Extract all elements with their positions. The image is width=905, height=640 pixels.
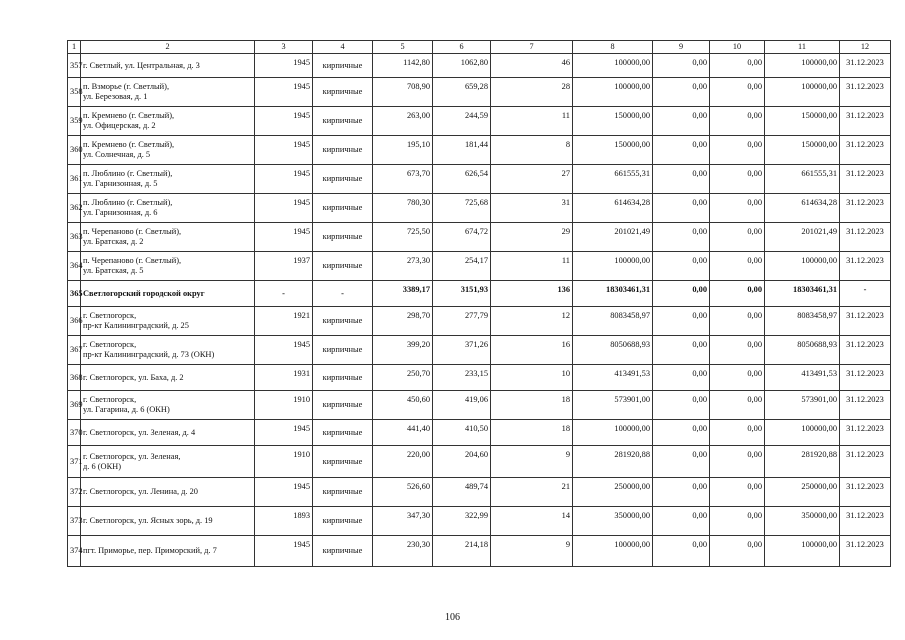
value-cell-a5: 450,60 (373, 391, 433, 420)
value-cell-a10: 0,00 (710, 281, 765, 307)
value-cell-a10: 0,00 (710, 446, 765, 478)
material-cell: кирпичные (313, 420, 373, 446)
value-cell-a7: 29 (491, 223, 573, 252)
material-cell: кирпичные (313, 307, 373, 336)
address-cell (81, 281, 255, 307)
table-row (68, 107, 891, 136)
row-number-cell: 367 (68, 336, 81, 365)
year-cell: 1921 (255, 307, 313, 336)
row-number-cell: 364 (68, 252, 81, 281)
date-cell: 31.12.2023 (840, 307, 891, 336)
value-cell-a8: 201021,49 (573, 223, 653, 252)
value-cell-a8: 100000,00 (573, 420, 653, 446)
value-cell-a8: 661555,31 (573, 165, 653, 194)
value-cell-a5: 673,70 (373, 165, 433, 194)
value-cell-a5: 298,70 (373, 307, 433, 336)
value-cell-a8: 573901,00 (573, 391, 653, 420)
material-cell: кирпичные (313, 507, 373, 536)
table-row (68, 507, 891, 536)
column-header: 9 (653, 41, 710, 54)
date-cell: 31.12.2023 (840, 78, 891, 107)
row-number-cell: 372 (68, 478, 81, 507)
value-cell-a5: 230,30 (373, 536, 433, 567)
value-cell-a11: 250000,00 (765, 478, 840, 507)
row-number-cell: 366 (68, 307, 81, 336)
address-line: п. Кремнево (г. Светлый), (83, 140, 175, 150)
column-header: 12 (840, 41, 891, 54)
value-cell-a6: 181,44 (433, 136, 491, 165)
year-cell: 1945 (255, 107, 313, 136)
value-cell-a6: 214,18 (433, 536, 491, 567)
header-row (68, 41, 891, 54)
address-cell (81, 307, 255, 336)
date-cell: 31.12.2023 (840, 223, 891, 252)
address-line: г. Светлогорск, (83, 395, 137, 405)
table-row (68, 420, 891, 446)
address-line: ул. Березовая, д. 1 (83, 92, 148, 101)
material-cell: кирпичные (313, 136, 373, 165)
value-cell-a7: 8 (491, 136, 573, 165)
year-cell: 1931 (255, 365, 313, 391)
value-cell-a6: 371,26 (433, 336, 491, 365)
value-cell-a5: 263,00 (373, 107, 433, 136)
address-cell (81, 252, 255, 281)
address-cell (81, 165, 255, 194)
value-cell-a6: 233,15 (433, 365, 491, 391)
value-cell-a10: 0,00 (710, 107, 765, 136)
value-cell-a7: 28 (491, 78, 573, 107)
value-cell-a6: 1062,80 (433, 54, 491, 78)
value-cell-a8: 18303461,31 (573, 281, 653, 307)
date-cell: 31.12.2023 (840, 478, 891, 507)
value-cell-a11: 281920,88 (765, 446, 840, 478)
row-number-cell: 374 (68, 536, 81, 567)
column-header: 1 (68, 41, 81, 54)
address-line: ул. Офицерская, д. 2 (83, 121, 156, 130)
value-cell-a9: 0,00 (653, 165, 710, 194)
value-cell-a5: 273,30 (373, 252, 433, 281)
row-number-cell: 358 (68, 78, 81, 107)
material-cell: кирпичные (313, 194, 373, 223)
column-header: 4 (313, 41, 373, 54)
address-line: ул. Гагарина, д. 6 (ОКН) (83, 405, 170, 414)
address-cell (81, 223, 255, 252)
address-line: пр-кт Калининградский, д. 73 (ОКН) (83, 350, 215, 359)
value-cell-a9: 0,00 (653, 391, 710, 420)
value-cell-a9: 0,00 (653, 446, 710, 478)
value-cell-a5: 220,00 (373, 446, 433, 478)
value-cell-a5: 3389,17 (373, 281, 433, 307)
address-cell (81, 54, 255, 78)
value-cell-a9: 0,00 (653, 536, 710, 567)
value-cell-a11: 100000,00 (765, 78, 840, 107)
value-cell-a11: 8050688,93 (765, 336, 840, 365)
row-number-cell: 362 (68, 194, 81, 223)
address-line: г. Светлый, ул. Центральная, д. 3 (83, 60, 200, 70)
value-cell-a5: 399,20 (373, 336, 433, 365)
value-cell-a8: 100000,00 (573, 78, 653, 107)
value-cell-a9: 0,00 (653, 336, 710, 365)
address-line: п. Люблино (г. Светлый), (83, 198, 173, 208)
value-cell-a11: 413491,53 (765, 365, 840, 391)
value-cell-a5: 780,30 (373, 194, 433, 223)
value-cell-a9: 0,00 (653, 252, 710, 281)
value-cell-a10: 0,00 (710, 391, 765, 420)
value-cell-a6: 419,06 (433, 391, 491, 420)
address-cell (81, 420, 255, 446)
value-cell-a10: 0,00 (710, 420, 765, 446)
value-cell-a7: 21 (491, 478, 573, 507)
data-table (67, 40, 891, 567)
value-cell-a7: 136 (491, 281, 573, 307)
value-cell-a7: 18 (491, 420, 573, 446)
date-cell: 31.12.2023 (840, 420, 891, 446)
value-cell-a5: 195,10 (373, 136, 433, 165)
value-cell-a9: 0,00 (653, 365, 710, 391)
address-line: п. Черепаново (г. Светлый), (83, 256, 182, 266)
value-cell-a9: 0,00 (653, 281, 710, 307)
value-cell-a11: 8083458,97 (765, 307, 840, 336)
address-cell (81, 107, 255, 136)
value-cell-a6: 410,50 (433, 420, 491, 446)
value-cell-a8: 250000,00 (573, 478, 653, 507)
value-cell-a5: 250,70 (373, 365, 433, 391)
address-cell (81, 478, 255, 507)
address-line: г. Светлогорск, ул. Ясных зорь, д. 19 (83, 516, 213, 526)
value-cell-a10: 0,00 (710, 365, 765, 391)
value-cell-a7: 10 (491, 365, 573, 391)
table-row (68, 165, 891, 194)
value-cell-a9: 0,00 (653, 507, 710, 536)
value-cell-a9: 0,00 (653, 223, 710, 252)
column-header: 11 (765, 41, 840, 54)
year-cell: 1945 (255, 420, 313, 446)
date-cell: 31.12.2023 (840, 336, 891, 365)
address-line: г. Светлогорск, ул. Зеленая, (83, 451, 181, 461)
value-cell-a7: 11 (491, 107, 573, 136)
value-cell-a7: 9 (491, 536, 573, 567)
material-cell: кирпичные (313, 391, 373, 420)
date-cell: 31.12.2023 (840, 507, 891, 536)
address-line: ул. Братская, д. 2 (83, 237, 144, 246)
value-cell-a6: 489,74 (433, 478, 491, 507)
value-cell-a8: 8083458,97 (573, 307, 653, 336)
year-cell: 1893 (255, 507, 313, 536)
material-cell: кирпичные (313, 252, 373, 281)
value-cell-a11: 661555,31 (765, 165, 840, 194)
value-cell-a10: 0,00 (710, 194, 765, 223)
row-number-cell: 368 (68, 365, 81, 391)
value-cell-a10: 0,00 (710, 223, 765, 252)
address-line: г. Светлогорск, (83, 340, 137, 350)
date-cell: 31.12.2023 (840, 136, 891, 165)
table-row (68, 446, 891, 478)
value-cell-a5: 347,30 (373, 507, 433, 536)
material-cell: кирпичные (313, 478, 373, 507)
row-number-cell: 369 (68, 391, 81, 420)
date-cell: 31.12.2023 (840, 446, 891, 478)
value-cell-a5: 708,90 (373, 78, 433, 107)
value-cell-a11: 100000,00 (765, 536, 840, 567)
value-cell-a6: 725,68 (433, 194, 491, 223)
value-cell-a7: 12 (491, 307, 573, 336)
value-cell-a6: 254,17 (433, 252, 491, 281)
value-cell-a6: 626,54 (433, 165, 491, 194)
value-cell-a11: 100000,00 (765, 420, 840, 446)
year-cell: 1910 (255, 446, 313, 478)
table-row (68, 281, 891, 307)
value-cell-a6: 204,60 (433, 446, 491, 478)
column-header: 2 (81, 41, 255, 54)
row-number-cell: 360 (68, 136, 81, 165)
date-cell: 31.12.2023 (840, 391, 891, 420)
year-cell: 1945 (255, 478, 313, 507)
date-cell: 31.12.2023 (840, 194, 891, 223)
value-cell-a7: 46 (491, 54, 573, 78)
value-cell-a8: 8050688,93 (573, 336, 653, 365)
table-row (68, 336, 891, 365)
year-cell: 1937 (255, 252, 313, 281)
value-cell-a7: 31 (491, 194, 573, 223)
address-line: Светлогорский городской округ (83, 288, 205, 298)
address-cell (81, 136, 255, 165)
address-cell (81, 194, 255, 223)
address-line: пгт. Приморье, пер. Приморский, д. 7 (83, 546, 217, 556)
year-cell: - (255, 281, 313, 307)
address-cell (81, 536, 255, 567)
value-cell-a9: 0,00 (653, 54, 710, 78)
column-header: 7 (491, 41, 573, 54)
table-row (68, 194, 891, 223)
value-cell-a6: 322,99 (433, 507, 491, 536)
value-cell-a9: 0,00 (653, 136, 710, 165)
value-cell-a8: 150000,00 (573, 136, 653, 165)
value-cell-a7: 18 (491, 391, 573, 420)
row-number-cell: 373 (68, 507, 81, 536)
row-number-cell: 359 (68, 107, 81, 136)
value-cell-a6: 659,28 (433, 78, 491, 107)
value-cell-a10: 0,00 (710, 536, 765, 567)
value-cell-a8: 350000,00 (573, 507, 653, 536)
value-cell-a11: 18303461,31 (765, 281, 840, 307)
address-cell (81, 365, 255, 391)
value-cell-a7: 27 (491, 165, 573, 194)
address-line: пр-кт Калининградский, д. 25 (83, 321, 189, 330)
row-number-cell: 371 (68, 446, 81, 478)
value-cell-a8: 281920,88 (573, 446, 653, 478)
material-cell: кирпичные (313, 107, 373, 136)
year-cell: 1945 (255, 54, 313, 78)
material-cell: кирпичные (313, 336, 373, 365)
value-cell-a11: 100000,00 (765, 252, 840, 281)
value-cell-a11: 573901,00 (765, 391, 840, 420)
address-line: п. Кремнево (г. Светлый), (83, 111, 175, 121)
address-cell (81, 336, 255, 365)
value-cell-a6: 3151,93 (433, 281, 491, 307)
value-cell-a10: 0,00 (710, 165, 765, 194)
value-cell-a8: 413491,53 (573, 365, 653, 391)
material-cell: кирпичные (313, 446, 373, 478)
address-cell (81, 507, 255, 536)
year-cell: 1945 (255, 165, 313, 194)
material-cell: - (313, 281, 373, 307)
value-cell-a11: 201021,49 (765, 223, 840, 252)
year-cell: 1945 (255, 536, 313, 567)
value-cell-a7: 11 (491, 252, 573, 281)
value-cell-a11: 150000,00 (765, 136, 840, 165)
value-cell-a7: 14 (491, 507, 573, 536)
value-cell-a10: 0,00 (710, 136, 765, 165)
column-header: 5 (373, 41, 433, 54)
value-cell-a11: 150000,00 (765, 107, 840, 136)
address-line: п. Черепаново (г. Светлый), (83, 227, 182, 237)
address-line: г. Светлогорск, ул. Баха, д. 2 (83, 372, 184, 382)
value-cell-a8: 100000,00 (573, 54, 653, 78)
value-cell-a5: 1142,80 (373, 54, 433, 78)
year-cell: 1945 (255, 223, 313, 252)
value-cell-a9: 0,00 (653, 307, 710, 336)
address-line: ул. Гарнизонная, д. 5 (83, 179, 158, 188)
column-header: 6 (433, 41, 491, 54)
value-cell-a10: 0,00 (710, 478, 765, 507)
address-line: д. 6 (ОКН) (83, 461, 121, 471)
value-cell-a7: 9 (491, 446, 573, 478)
date-cell: - (840, 281, 891, 307)
address-cell (81, 391, 255, 420)
table-row (68, 478, 891, 507)
value-cell-a5: 526,60 (373, 478, 433, 507)
value-cell-a10: 0,00 (710, 507, 765, 536)
value-cell-a10: 0,00 (710, 336, 765, 365)
value-cell-a6: 277,79 (433, 307, 491, 336)
table-row (68, 365, 891, 391)
value-cell-a6: 674,72 (433, 223, 491, 252)
value-cell-a9: 0,00 (653, 420, 710, 446)
material-cell: кирпичные (313, 54, 373, 78)
date-cell: 31.12.2023 (840, 252, 891, 281)
date-cell: 31.12.2023 (840, 54, 891, 78)
date-cell: 31.12.2023 (840, 165, 891, 194)
value-cell-a10: 0,00 (710, 78, 765, 107)
row-number-cell: 363 (68, 223, 81, 252)
value-cell-a9: 0,00 (653, 107, 710, 136)
value-cell-a7: 16 (491, 336, 573, 365)
address-cell (81, 446, 255, 478)
year-cell: 1945 (255, 136, 313, 165)
address-line: г. Светлогорск, ул. Зеленая, д. 4 (83, 427, 196, 437)
address-line: п. Люблино (г. Светлый), (83, 169, 173, 179)
column-header: 8 (573, 41, 653, 54)
value-cell-a8: 614634,28 (573, 194, 653, 223)
page-number: 106 (445, 612, 460, 623)
table-row (68, 391, 891, 420)
table-row (68, 54, 891, 78)
row-number-cell: 370 (68, 420, 81, 446)
value-cell-a5: 441,40 (373, 420, 433, 446)
row-number-cell: 357 (68, 54, 81, 78)
value-cell-a9: 0,00 (653, 78, 710, 107)
year-cell: 1945 (255, 78, 313, 107)
address-line: г. Светлогорск, ул. Ленина, д. 20 (83, 487, 198, 497)
table-row (68, 78, 891, 107)
value-cell-a10: 0,00 (710, 252, 765, 281)
address-line: г. Светлогорск, (83, 311, 137, 321)
material-cell: кирпичные (313, 536, 373, 567)
value-cell-a9: 0,00 (653, 194, 710, 223)
column-header: 10 (710, 41, 765, 54)
value-cell-a8: 150000,00 (573, 107, 653, 136)
column-header: 3 (255, 41, 313, 54)
table-row (68, 223, 891, 252)
table-row (68, 536, 891, 567)
material-cell: кирпичные (313, 165, 373, 194)
address-line: ул. Братская, д. 5 (83, 266, 144, 275)
date-cell: 31.12.2023 (840, 365, 891, 391)
row-number-cell: 365 (68, 281, 81, 307)
date-cell: 31.12.2023 (840, 536, 891, 567)
value-cell-a8: 100000,00 (573, 536, 653, 567)
value-cell-a6: 244,59 (433, 107, 491, 136)
value-cell-a10: 0,00 (710, 54, 765, 78)
address-line: ул. Солнечная, д. 5 (83, 150, 151, 159)
value-cell-a11: 100000,00 (765, 54, 840, 78)
table-row (68, 252, 891, 281)
year-cell: 1945 (255, 194, 313, 223)
address-cell (81, 78, 255, 107)
year-cell: 1945 (255, 336, 313, 365)
date-cell: 31.12.2023 (840, 107, 891, 136)
material-cell: кирпичные (313, 365, 373, 391)
address-line: п. Взморье (г. Светлый), (83, 82, 170, 92)
table-row (68, 136, 891, 165)
material-cell: кирпичные (313, 223, 373, 252)
material-cell: кирпичные (313, 78, 373, 107)
table-row (68, 307, 891, 336)
value-cell-a5: 725,50 (373, 223, 433, 252)
address-line: ул. Гарнизонная, д. 6 (83, 208, 158, 217)
value-cell-a11: 350000,00 (765, 507, 840, 536)
value-cell-a11: 614634,28 (765, 194, 840, 223)
value-cell-a10: 0,00 (710, 307, 765, 336)
year-cell: 1910 (255, 391, 313, 420)
value-cell-a8: 100000,00 (573, 252, 653, 281)
row-number-cell: 361 (68, 165, 81, 194)
value-cell-a9: 0,00 (653, 478, 710, 507)
